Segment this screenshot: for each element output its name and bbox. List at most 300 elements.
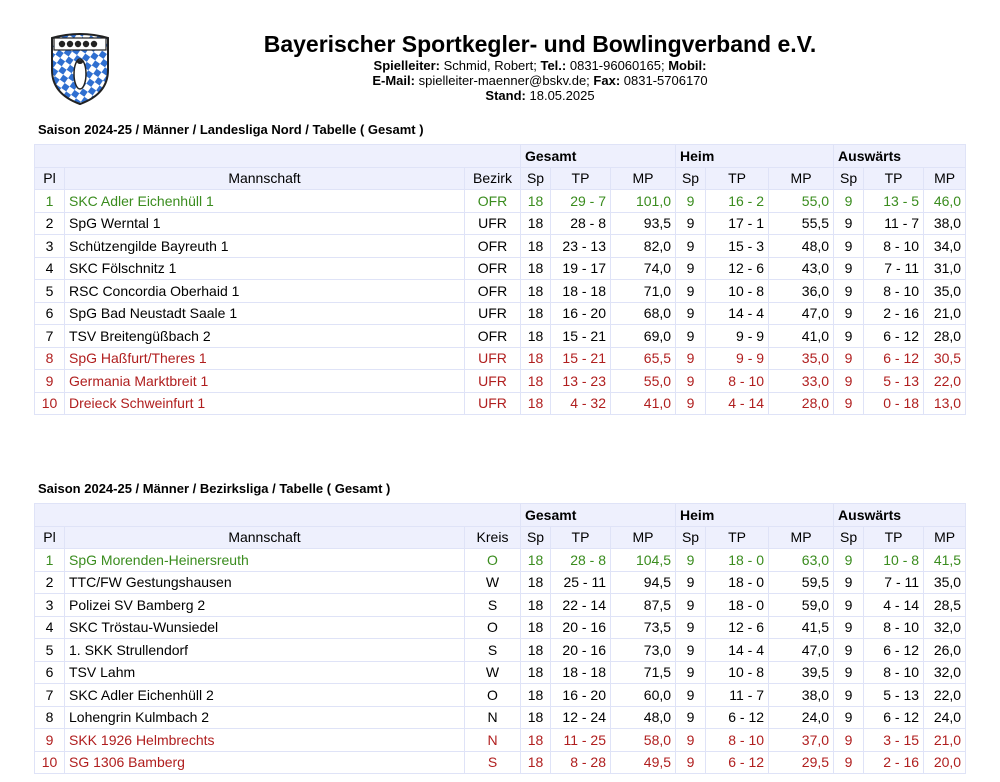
cell-g_tp: 15 - 21 (551, 325, 611, 348)
spielleiter-name: Schmid, Robert; (443, 58, 537, 73)
cell-a_mp: 22,0 (924, 370, 966, 393)
cell-a_tp: 8 - 10 (864, 235, 924, 258)
group-header-row (35, 504, 966, 527)
table-row (35, 302, 966, 325)
cell-h_sp: 9 (676, 639, 706, 662)
team-name[interactable]: Lohengrin Kulmbach 2 (65, 706, 465, 729)
cell-g_tp: 13 - 23 (551, 370, 611, 393)
cell-a_sp: 9 (834, 594, 864, 617)
cell-a_tp: 7 - 11 (864, 571, 924, 594)
cell-a_mp: 28,0 (924, 325, 966, 348)
cell-h_tp: 18 - 0 (706, 549, 769, 572)
cell-h_sp: 9 (676, 190, 706, 213)
cell-a_sp: 9 (834, 392, 864, 415)
team-name[interactable]: Dreieck Schweinfurt 1 (65, 392, 465, 415)
cell-h_tp: 6 - 12 (706, 751, 769, 774)
group-header-empty (35, 145, 521, 168)
cell-a_tp: 11 - 7 (864, 212, 924, 235)
table-row (35, 549, 966, 572)
cell-g_tp: 15 - 21 (551, 347, 611, 370)
cell-a_sp: 9 (834, 706, 864, 729)
cell-a_sp: 9 (834, 257, 864, 280)
cell-h_mp: 39,5 (769, 661, 834, 684)
cell-pl: 4 (35, 257, 65, 280)
team-name[interactable]: TSV Lahm (65, 661, 465, 684)
cell-a_tp: 2 - 16 (864, 751, 924, 774)
team-name[interactable]: TTC/FW Gestungshausen (65, 571, 465, 594)
cell-region: N (465, 706, 521, 729)
cell-h_mp: 43,0 (769, 257, 834, 280)
cell-g_mp: 74,0 (611, 257, 676, 280)
team-name[interactable]: SKC Tröstau-Wunsiedel (65, 616, 465, 639)
table-row (35, 325, 966, 348)
cell-h_tp: 14 - 4 (706, 639, 769, 662)
cell-region: UFR (465, 370, 521, 393)
cell-g_tp: 25 - 11 (551, 571, 611, 594)
cell-h_tp: 16 - 2 (706, 190, 769, 213)
cell-a_tp: 5 - 13 (864, 370, 924, 393)
table-row (35, 684, 966, 707)
cell-h_sp: 9 (676, 594, 706, 617)
cell-h_tp: 10 - 8 (706, 280, 769, 303)
column-header-a_sp[interactable]: Sp (834, 526, 864, 549)
cell-g_sp: 18 (521, 594, 551, 617)
cell-a_sp: 9 (834, 729, 864, 752)
cell-g_tp: 19 - 17 (551, 257, 611, 280)
cell-a_tp: 2 - 16 (864, 302, 924, 325)
cell-g_tp: 23 - 13 (551, 235, 611, 258)
cell-a_mp: 32,0 (924, 661, 966, 684)
cell-g_mp: 94,5 (611, 571, 676, 594)
cell-a_sp: 9 (834, 370, 864, 393)
cell-h_sp: 9 (676, 235, 706, 258)
column-header-h_sp[interactable]: Sp (676, 167, 706, 190)
cell-h_mp: 28,0 (769, 392, 834, 415)
cell-h_tp: 8 - 10 (706, 729, 769, 752)
cell-pl: 10 (35, 392, 65, 415)
cell-a_mp: 21,0 (924, 302, 966, 325)
team-name[interactable]: SpG Morenden-Heinersreuth (65, 549, 465, 572)
cell-a_sp: 9 (834, 616, 864, 639)
column-header-pl[interactable]: Pl (35, 167, 65, 190)
cell-h_mp: 47,0 (769, 302, 834, 325)
table-row (35, 639, 966, 662)
cell-pl: 7 (35, 325, 65, 348)
cell-region: UFR (465, 212, 521, 235)
standings-table-landesliga (34, 144, 966, 415)
cell-a_sp: 9 (834, 190, 864, 213)
page-title: Bayerischer Sportkegler- und Bowlingverband e.V. (263, 31, 817, 57)
cell-a_tp: 3 - 15 (864, 729, 924, 752)
mobil-label: Mobil: (668, 58, 707, 73)
cell-h_sp: 9 (676, 571, 706, 594)
cell-region: UFR (465, 392, 521, 415)
cell-g_tp: 16 - 20 (551, 302, 611, 325)
cell-region: UFR (465, 347, 521, 370)
cell-a_sp: 9 (834, 549, 864, 572)
contact-line-2 (130, 73, 950, 88)
group-header-row (35, 145, 966, 168)
group-header-auswaerts: Auswärts (834, 504, 966, 527)
cell-g_tp: 20 - 16 (551, 639, 611, 662)
cell-h_tp: 9 - 9 (706, 325, 769, 348)
cell-h_mp: 29,5 (769, 751, 834, 774)
cell-a_sp: 9 (834, 235, 864, 258)
cell-g_sp: 18 (521, 212, 551, 235)
cell-g_tp: 18 - 18 (551, 280, 611, 303)
cell-a_mp: 30,5 (924, 347, 966, 370)
contact-line-1 (130, 58, 950, 73)
cell-g_sp: 18 (521, 257, 551, 280)
table-row (35, 594, 966, 617)
column-header-a_tp[interactable]: TP (864, 526, 924, 549)
cell-a_tp: 10 - 8 (864, 549, 924, 572)
cell-a_tp: 6 - 12 (864, 325, 924, 348)
cell-a_mp: 32,0 (924, 616, 966, 639)
column-header-g_mp[interactable]: MP (611, 167, 676, 190)
team-name[interactable]: SG 1306 Bamberg (65, 751, 465, 774)
cell-g_mp: 65,5 (611, 347, 676, 370)
cell-g_sp: 18 (521, 616, 551, 639)
cell-a_sp: 9 (834, 325, 864, 348)
cell-pl: 5 (35, 280, 65, 303)
column-header-pl[interactable]: Pl (35, 526, 65, 549)
cell-a_mp: 13,0 (924, 392, 966, 415)
table-row (35, 212, 966, 235)
table-row (35, 190, 966, 213)
email-value[interactable]: spielleiter-maenner@bskv.de; (418, 73, 590, 88)
contact-line-3 (130, 88, 950, 103)
cell-g_sp: 18 (521, 729, 551, 752)
cell-h_sp: 9 (676, 661, 706, 684)
table-row (35, 392, 966, 415)
cell-a_sp: 9 (834, 302, 864, 325)
cell-g_sp: 18 (521, 639, 551, 662)
cell-g_tp: 4 - 32 (551, 392, 611, 415)
cell-g_sp: 18 (521, 190, 551, 213)
cell-g_tp: 12 - 24 (551, 706, 611, 729)
cell-g_sp: 18 (521, 392, 551, 415)
cell-g_mp: 71,0 (611, 280, 676, 303)
column-header-h_tp[interactable]: TP (706, 167, 769, 190)
table-row (35, 280, 966, 303)
cell-region: S (465, 751, 521, 774)
table-row (35, 347, 966, 370)
cell-g_mp: 69,0 (611, 325, 676, 348)
cell-region: OFR (465, 325, 521, 348)
team-name[interactable]: SpG Bad Neustadt Saale 1 (65, 302, 465, 325)
cell-a_sp: 9 (834, 639, 864, 662)
cell-region: OFR (465, 257, 521, 280)
cell-g_mp: 68,0 (611, 302, 676, 325)
group-header-gesamt: Gesamt (521, 504, 676, 527)
cell-h_tp: 12 - 6 (706, 257, 769, 280)
cell-a_mp: 26,0 (924, 639, 966, 662)
cell-h_mp: 35,0 (769, 347, 834, 370)
column-header-row (35, 167, 966, 190)
cell-g_sp: 18 (521, 549, 551, 572)
column-header-region[interactable]: Bezirk (465, 167, 521, 190)
table-row (35, 751, 966, 774)
stand-label: Stand: (485, 88, 526, 103)
cell-h_mp: 55,5 (769, 212, 834, 235)
team-name[interactable]: SKC Adler Eichenhüll 1 (65, 190, 465, 213)
team-name[interactable]: 1. SKK Strullendorf (65, 639, 465, 662)
column-header-a_mp[interactable]: MP (924, 526, 966, 549)
cell-g_sp: 18 (521, 751, 551, 774)
cell-pl: 8 (35, 347, 65, 370)
cell-g_tp: 18 - 18 (551, 661, 611, 684)
cell-pl: 2 (35, 571, 65, 594)
column-header-h_tp[interactable]: TP (706, 526, 769, 549)
cell-a_tp: 6 - 12 (864, 639, 924, 662)
cell-a_tp: 0 - 18 (864, 392, 924, 415)
column-header-g_sp[interactable]: Sp (521, 526, 551, 549)
cell-region: W (465, 661, 521, 684)
cell-pl: 6 (35, 661, 65, 684)
cell-h_sp: 9 (676, 729, 706, 752)
cell-a_sp: 9 (834, 571, 864, 594)
cell-h_mp: 38,0 (769, 684, 834, 707)
season-title-bezirksliga: Saison 2024-25 / Männer / Bezirksliga / Tabelle ( Gesamt ) (38, 481, 391, 496)
cell-h_mp: 59,0 (769, 594, 834, 617)
cell-g_sp: 18 (521, 347, 551, 370)
cell-g_mp: 71,5 (611, 661, 676, 684)
cell-h_tp: 10 - 8 (706, 661, 769, 684)
cell-a_mp: 28,5 (924, 594, 966, 617)
cell-h_tp: 11 - 7 (706, 684, 769, 707)
cell-g_mp: 87,5 (611, 594, 676, 617)
cell-g_tp: 11 - 25 (551, 729, 611, 752)
cell-region: OFR (465, 190, 521, 213)
cell-g_tp: 16 - 20 (551, 684, 611, 707)
season-title-landesliga: Saison 2024-25 / Männer / Landesliga Nord / Tabelle ( Gesamt ) (38, 122, 424, 137)
cell-a_mp: 24,0 (924, 706, 966, 729)
column-header-a_tp[interactable]: TP (864, 167, 924, 190)
team-name[interactable]: TSV Breitengüßbach 2 (65, 325, 465, 348)
cell-g_sp: 18 (521, 302, 551, 325)
fax-label: Fax: (593, 73, 621, 88)
cell-a_sp: 9 (834, 751, 864, 774)
cell-g_mp: 55,0 (611, 370, 676, 393)
cell-h_sp: 9 (676, 751, 706, 774)
cell-g_mp: 73,5 (611, 616, 676, 639)
team-name[interactable]: Schützengilde Bayreuth 1 (65, 235, 465, 258)
cell-region: W (465, 571, 521, 594)
cell-a_tp: 13 - 5 (864, 190, 924, 213)
cell-pl: 5 (35, 639, 65, 662)
cell-a_tp: 8 - 10 (864, 661, 924, 684)
table-row (35, 706, 966, 729)
cell-h_sp: 9 (676, 616, 706, 639)
cell-a_mp: 34,0 (924, 235, 966, 258)
group-header-gesamt: Gesamt (521, 145, 676, 168)
cell-a_mp: 31,0 (924, 257, 966, 280)
cell-g_mp: 49,5 (611, 751, 676, 774)
cell-g_tp: 28 - 8 (551, 549, 611, 572)
cell-a_sp: 9 (834, 661, 864, 684)
cell-a_mp: 22,0 (924, 684, 966, 707)
cell-a_tp: 8 - 10 (864, 616, 924, 639)
cell-g_sp: 18 (521, 706, 551, 729)
cell-g_mp: 104,5 (611, 549, 676, 572)
fax-value: 0831-5706170 (623, 73, 708, 88)
cell-h_mp: 59,5 (769, 571, 834, 594)
table-row (35, 257, 966, 280)
cell-h_sp: 9 (676, 257, 706, 280)
column-header-h_mp[interactable]: MP (769, 526, 834, 549)
team-name[interactable]: SpG Werntal 1 (65, 212, 465, 235)
column-header-h_sp[interactable]: Sp (676, 526, 706, 549)
team-name[interactable]: SKK 1926 Helmbrechts (65, 729, 465, 752)
cell-g_sp: 18 (521, 661, 551, 684)
cell-a_mp: 41,5 (924, 549, 966, 572)
cell-g_mp: 101,0 (611, 190, 676, 213)
column-header-region[interactable]: Kreis (465, 526, 521, 549)
cell-a_tp: 5 - 13 (864, 684, 924, 707)
cell-g_mp: 60,0 (611, 684, 676, 707)
email-label: E-Mail: (372, 73, 415, 88)
cell-pl: 8 (35, 706, 65, 729)
cell-g_sp: 18 (521, 684, 551, 707)
team-name[interactable]: SpG Haßfurt/Theres 1 (65, 347, 465, 370)
column-header-g_tp[interactable]: TP (551, 526, 611, 549)
column-header-g_tp[interactable]: TP (551, 167, 611, 190)
cell-g_tp: 20 - 16 (551, 616, 611, 639)
cell-g_sp: 18 (521, 280, 551, 303)
cell-pl: 6 (35, 302, 65, 325)
standings-table-bezirksliga (34, 503, 966, 774)
cell-a_sp: 9 (834, 280, 864, 303)
table-row (35, 235, 966, 258)
cell-pl: 1 (35, 549, 65, 572)
tel-label: Tel.: (540, 58, 567, 73)
cell-region: N (465, 729, 521, 752)
cell-g_sp: 18 (521, 325, 551, 348)
column-header-h_mp[interactable]: MP (769, 167, 834, 190)
cell-a_tp: 4 - 14 (864, 594, 924, 617)
cell-h_mp: 41,0 (769, 325, 834, 348)
cell-h_tp: 17 - 1 (706, 212, 769, 235)
cell-region: S (465, 639, 521, 662)
bskv-logo (46, 26, 114, 108)
table-row (35, 661, 966, 684)
stand-date: 18.05.2025 (529, 88, 595, 103)
team-name[interactable]: SKC Fölschnitz 1 (65, 257, 465, 280)
cell-g_tp: 28 - 8 (551, 212, 611, 235)
cell-region: OFR (465, 235, 521, 258)
cell-h_mp: 41,5 (769, 616, 834, 639)
cell-region: OFR (465, 280, 521, 303)
cell-h_mp: 55,0 (769, 190, 834, 213)
cell-g_tp: 8 - 28 (551, 751, 611, 774)
table-row (35, 370, 966, 393)
cell-g_tp: 22 - 14 (551, 594, 611, 617)
cell-h_mp: 36,0 (769, 280, 834, 303)
cell-h_tp: 15 - 3 (706, 235, 769, 258)
cell-a_tp: 6 - 12 (864, 347, 924, 370)
cell-a_mp: 35,0 (924, 571, 966, 594)
table-row (35, 571, 966, 594)
cell-h_tp: 9 - 9 (706, 347, 769, 370)
cell-a_tp: 7 - 11 (864, 257, 924, 280)
cell-h_tp: 18 - 0 (706, 594, 769, 617)
cell-h_sp: 9 (676, 684, 706, 707)
cell-h_mp: 37,0 (769, 729, 834, 752)
cell-pl: 10 (35, 751, 65, 774)
spielleiter-label: Spielleiter: (373, 58, 441, 73)
group-header-empty (35, 504, 521, 527)
team-name[interactable]: RSC Concordia Oberhaid 1 (65, 280, 465, 303)
column-header-team[interactable]: Mannschaft (65, 167, 465, 190)
cell-h_tp: 18 - 0 (706, 571, 769, 594)
cell-h_sp: 9 (676, 549, 706, 572)
cell-a_sp: 9 (834, 212, 864, 235)
cell-h_sp: 9 (676, 212, 706, 235)
cell-pl: 7 (35, 684, 65, 707)
cell-region: S (465, 594, 521, 617)
team-name[interactable]: Polizei SV Bamberg 2 (65, 594, 465, 617)
cell-g_mp: 82,0 (611, 235, 676, 258)
cell-g_mp: 58,0 (611, 729, 676, 752)
column-header-team[interactable]: Mannschaft (65, 526, 465, 549)
cell-a_sp: 9 (834, 347, 864, 370)
cell-a_mp: 38,0 (924, 212, 966, 235)
group-header-auswaerts: Auswärts (834, 145, 966, 168)
column-header-g_mp[interactable]: MP (611, 526, 676, 549)
cell-h_sp: 9 (676, 280, 706, 303)
cell-pl: 2 (35, 212, 65, 235)
cell-h_tp: 4 - 14 (706, 392, 769, 415)
cell-g_sp: 18 (521, 571, 551, 594)
cell-h_sp: 9 (676, 370, 706, 393)
cell-g_mp: 48,0 (611, 706, 676, 729)
cell-pl: 9 (35, 370, 65, 393)
cell-a_sp: 9 (834, 684, 864, 707)
cell-pl: 1 (35, 190, 65, 213)
team-name[interactable]: Germania Marktbreit 1 (65, 370, 465, 393)
cell-a_tp: 6 - 12 (864, 706, 924, 729)
column-header-row (35, 526, 966, 549)
cell-pl: 4 (35, 616, 65, 639)
column-header-g_sp[interactable]: Sp (521, 167, 551, 190)
cell-h_sp: 9 (676, 325, 706, 348)
cell-g_tp: 29 - 7 (551, 190, 611, 213)
group-header-heim: Heim (676, 145, 834, 168)
tel-value: 0831-96060165; (569, 58, 665, 73)
cell-region: O (465, 684, 521, 707)
group-header-heim: Heim (676, 504, 834, 527)
team-name[interactable]: SKC Adler Eichenhüll 2 (65, 684, 465, 707)
table-row (35, 729, 966, 752)
column-header-a_sp[interactable]: Sp (834, 167, 864, 190)
column-header-a_mp[interactable]: MP (924, 167, 966, 190)
cell-h_tp: 14 - 4 (706, 302, 769, 325)
cell-h_sp: 9 (676, 302, 706, 325)
cell-g_sp: 18 (521, 235, 551, 258)
cell-h_tp: 8 - 10 (706, 370, 769, 393)
cell-h_mp: 33,0 (769, 370, 834, 393)
header (130, 30, 950, 103)
cell-g_mp: 41,0 (611, 392, 676, 415)
cell-h_sp: 9 (676, 392, 706, 415)
cell-a_mp: 20,0 (924, 751, 966, 774)
cell-h_mp: 63,0 (769, 549, 834, 572)
cell-pl: 9 (35, 729, 65, 752)
cell-h_mp: 48,0 (769, 235, 834, 258)
cell-h_mp: 47,0 (769, 639, 834, 662)
cell-h_sp: 9 (676, 347, 706, 370)
